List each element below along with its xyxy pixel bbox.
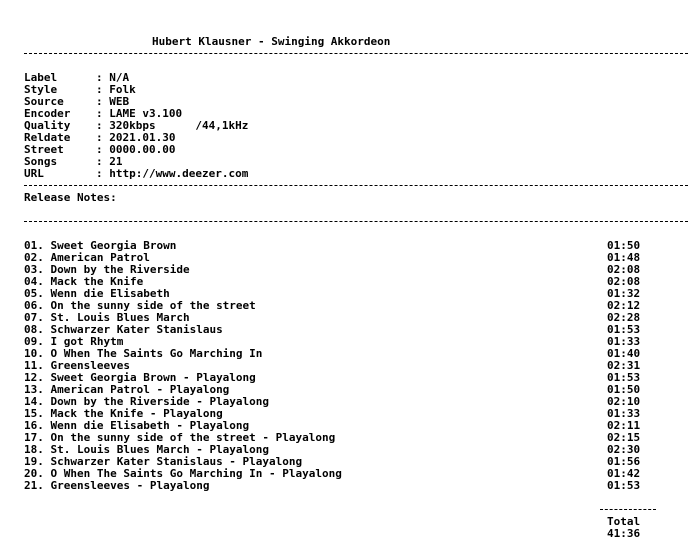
track-title: Schwarzer Kater Stanislaus - Playalong — [50, 455, 303, 468]
track-number: 14. — [24, 395, 44, 408]
total-label: Total — [607, 515, 641, 528]
track-time: 02:30 — [607, 443, 641, 456]
track-time: 02:10 — [607, 395, 641, 408]
track-title: St. Louis Blues March - Playalong — [50, 443, 270, 456]
info-value: Folk — [109, 83, 136, 96]
info-row-quality: Quality : 320kbps /44,1kHz — [24, 119, 249, 132]
release-notes-label: Release Notes: — [24, 191, 117, 204]
track-title: Greensleeves — [50, 359, 130, 372]
track-title: American Patrol — [50, 251, 150, 264]
track-number: 21. — [24, 479, 44, 492]
info-key: Source — [24, 95, 64, 108]
notes-divider — [24, 221, 688, 222]
track-number: 04. — [24, 275, 44, 288]
track-time: 01:53 — [607, 371, 641, 384]
info-row-source: Source : WEB — [24, 95, 130, 108]
track-title: Greensleeves - Playalong — [50, 479, 210, 492]
info-key: Encoder — [24, 107, 71, 120]
track-number: 05. — [24, 287, 44, 300]
track-title: Wenn die Elisabeth — [50, 287, 170, 300]
track-title: American Patrol - Playalong — [50, 383, 230, 396]
track-time: 02:08 — [607, 275, 641, 288]
track-number: 17. — [24, 431, 44, 444]
track-time: 01:40 — [607, 347, 641, 360]
track-number: 20. — [24, 467, 44, 480]
track-time: 02:28 — [607, 311, 641, 324]
info-row-style: Style : Folk — [24, 83, 136, 96]
track-time: 01:42 — [607, 467, 641, 480]
track-number: 07. — [24, 311, 44, 324]
track-row — [24, 480, 209, 492]
track-title: Down by the Riverside - Playalong — [50, 395, 270, 408]
track-title: O When The Saints Go Marching In - Playalong — [50, 467, 342, 480]
track-time: 01:50 — [607, 383, 641, 396]
track-number: 02. — [24, 251, 44, 264]
track-title: Schwarzer Kater Stanislaus — [50, 323, 223, 336]
info-row-songs: Songs : 21 — [24, 155, 123, 168]
track-number: 06. — [24, 299, 44, 312]
track-time: 01:48 — [607, 251, 641, 264]
track-title: Wenn die Elisabeth - Playalong — [50, 419, 250, 432]
info-row-reldate: Reldate : 2021.01.30 — [24, 131, 176, 144]
info-key: Quality — [24, 119, 71, 132]
info-key: Label — [24, 71, 58, 84]
track-title: St. Louis Blues March — [50, 311, 190, 324]
track-title: O When The Saints Go Marching In — [50, 347, 263, 360]
info-value: LAME v3.100 — [109, 107, 183, 120]
info-divider — [24, 185, 688, 186]
track-number: 11. — [24, 359, 44, 372]
track-title: On the sunny side of the street - Playalong — [50, 431, 336, 444]
info-value: 0000.00.00 — [109, 143, 176, 156]
info-row-street: Street : 0000.00.00 — [24, 143, 176, 156]
total-divider — [600, 509, 656, 510]
track-number: 10. — [24, 347, 44, 360]
track-time: 02:08 — [607, 263, 641, 276]
track-number: 13. — [24, 383, 44, 396]
track-time: 02:15 — [607, 431, 641, 444]
info-key: Reldate — [24, 131, 71, 144]
header-divider — [24, 53, 688, 54]
track-number: 03. — [24, 263, 44, 276]
info-value: http://www.deezer.com — [109, 167, 249, 180]
track-time: 01:33 — [607, 407, 641, 420]
track-time: 01:53 — [607, 323, 641, 336]
track-number: 08. — [24, 323, 44, 336]
track-time: 01:56 — [607, 455, 641, 468]
total-time: 41:36 — [607, 527, 641, 540]
track-time: 01:53 — [607, 479, 641, 492]
info-value: 21 — [109, 155, 123, 168]
track-title: Sweet Georgia Brown - Playalong — [50, 371, 256, 384]
info-row-url: URL : http://www.deezer.com — [24, 167, 249, 180]
track-title: Mack the Knife - Playalong — [50, 407, 223, 420]
track-number: 18. — [24, 443, 44, 456]
track-title: Sweet Georgia Brown — [50, 239, 177, 252]
info-key: URL — [24, 167, 44, 180]
track-time: 02:11 — [607, 419, 641, 432]
info-value: WEB — [109, 95, 130, 108]
track-time: 02:12 — [607, 299, 641, 312]
track-number: 01. — [24, 239, 44, 252]
info-row-label: Label : N/A — [24, 71, 130, 84]
document-title: Hubert Klausner - Swinging Akkordeon — [152, 35, 391, 48]
track-number: 09. — [24, 335, 44, 348]
track-time: 01:32 — [607, 287, 641, 300]
track-time: 02:31 — [607, 359, 641, 372]
info-value: 320kbps /44,1kHz — [109, 119, 249, 132]
info-row-encoder: Encoder : LAME v3.100 — [24, 107, 183, 120]
track-number: 15. — [24, 407, 44, 420]
info-key: Style — [24, 83, 58, 96]
track-number: 19. — [24, 455, 44, 468]
info-key: Songs — [24, 155, 58, 168]
track-number: 12. — [24, 371, 44, 384]
info-key: Street — [24, 143, 64, 156]
track-time: 01:50 — [607, 239, 641, 252]
track-title: On the sunny side of the street — [50, 299, 256, 312]
track-title: Down by the Riverside — [50, 263, 190, 276]
track-time: 01:33 — [607, 335, 641, 348]
track-title: I got Rhytm — [50, 335, 124, 348]
track-title: Mack the Knife — [50, 275, 144, 288]
info-value: 2021.01.30 — [109, 131, 176, 144]
info-value: N/A — [109, 71, 130, 84]
track-number: 16. — [24, 419, 44, 432]
